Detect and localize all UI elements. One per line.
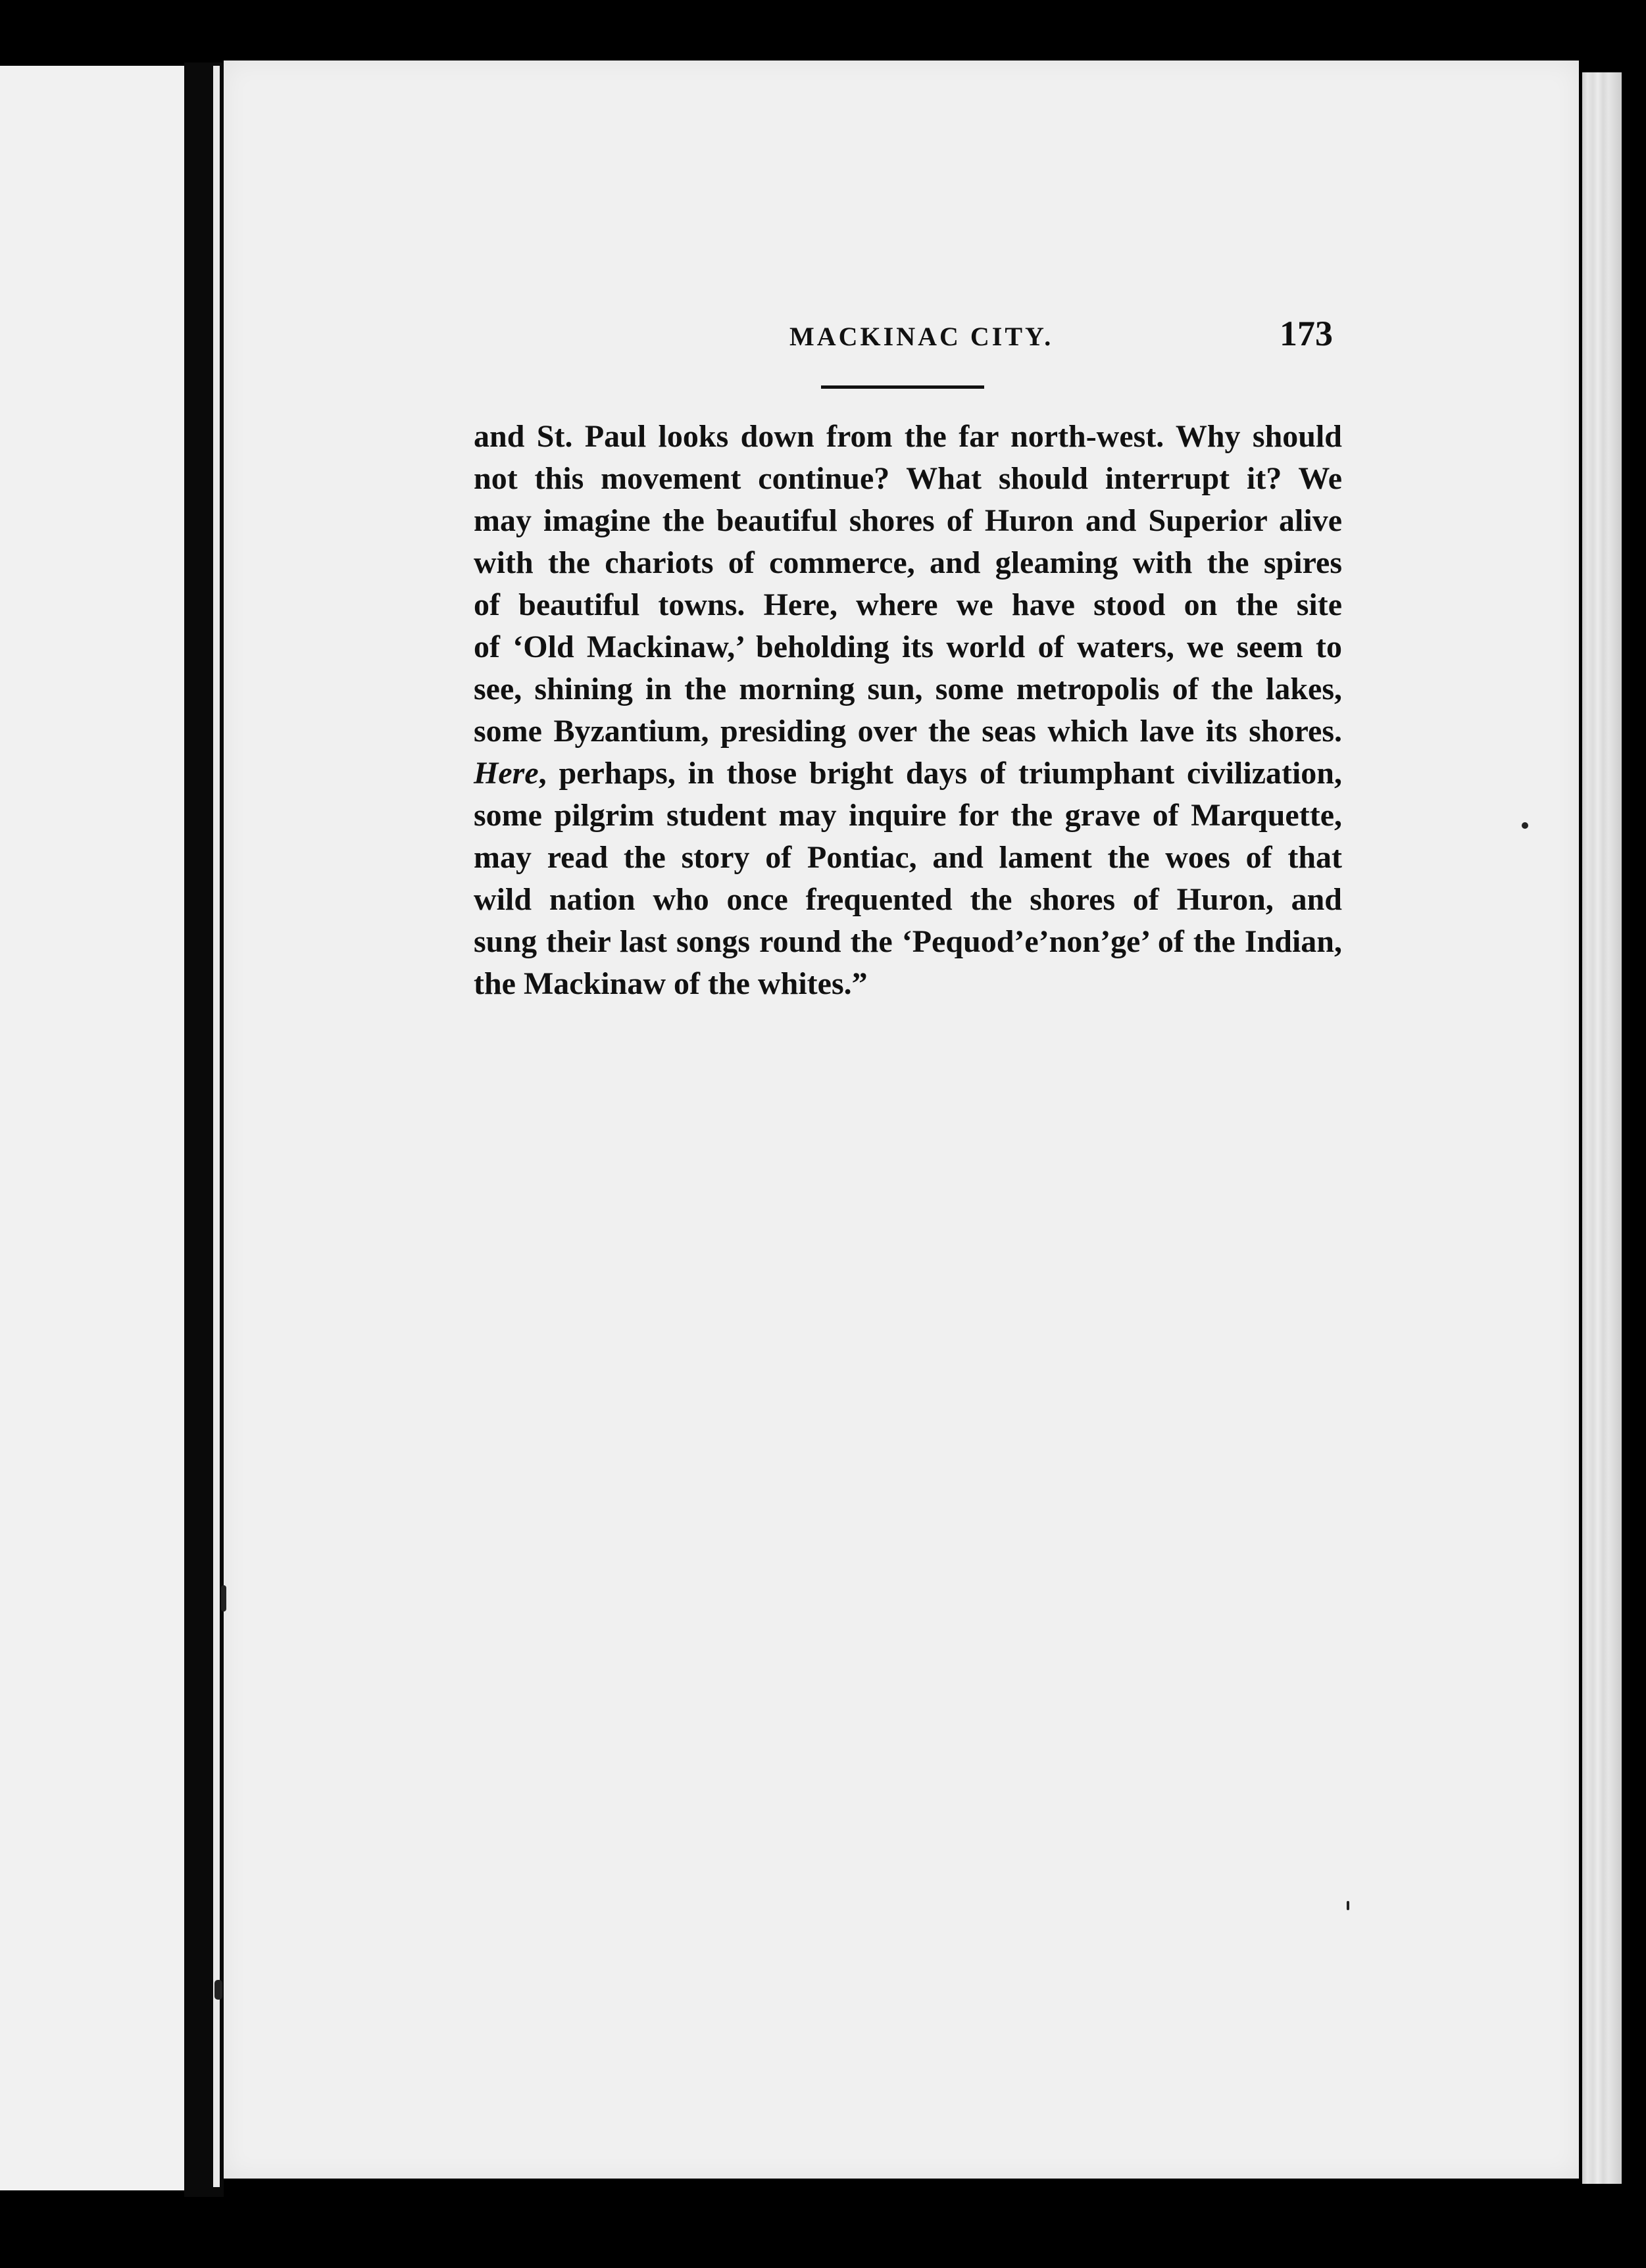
facing-page-edge (0, 66, 184, 2190)
scan-speck (214, 1980, 222, 2000)
text-line: may read the story of Pontiac, and lament the woes of that (474, 840, 1342, 875)
text-line: of beautiful towns. Here, where we have stood on the site (474, 587, 1342, 622)
text-line: of ‘Old Mackinaw,’ beholding its world of waters, we seem to (474, 629, 1342, 664)
text-line: with the chariots of commerce, and gleaming with the spires (474, 545, 1342, 580)
body-text (474, 416, 1342, 1005)
text-line-rest: , perhaps, in those bright days of triumphant civilization, (538, 756, 1342, 791)
text-line: and St. Paul looks down from the far north-west. Why should (474, 419, 1342, 454)
text-line: wild nation who once frequented the shores of Huron, and (474, 882, 1342, 917)
page-number: 173 (1280, 314, 1333, 353)
italic-word: Here (474, 756, 539, 791)
page-stack-edge (1582, 72, 1622, 2184)
scan-speck (1522, 822, 1528, 829)
running-head: MACKINAC CITY. (789, 322, 1054, 351)
scan-speck (1347, 1901, 1349, 1910)
text-line: may imagine the beautiful shores of Huron and Superior alive (474, 503, 1342, 538)
text-line: see, shining in the morning sun, some metropolis of the lakes, (474, 672, 1342, 706)
text-line: some pilgrim student may inquire for the grave of Marquette, (474, 798, 1342, 833)
text-line: the Mackinaw of the whites.” (474, 966, 868, 1001)
book-page (224, 61, 1579, 2179)
gutter-page-edge (213, 66, 220, 2187)
header-rule (821, 385, 984, 389)
scan-speck (221, 1585, 226, 1612)
text-line: sung their last songs round the ‘Pequod’e’non’ge’ of the Indian, (474, 924, 1342, 959)
text-line: not this movement continue? What should interrupt it? We (474, 461, 1342, 496)
text-line: some Byzantium, presiding over the seas which lave its shores. (474, 714, 1342, 749)
text-line (474, 752, 1342, 795)
